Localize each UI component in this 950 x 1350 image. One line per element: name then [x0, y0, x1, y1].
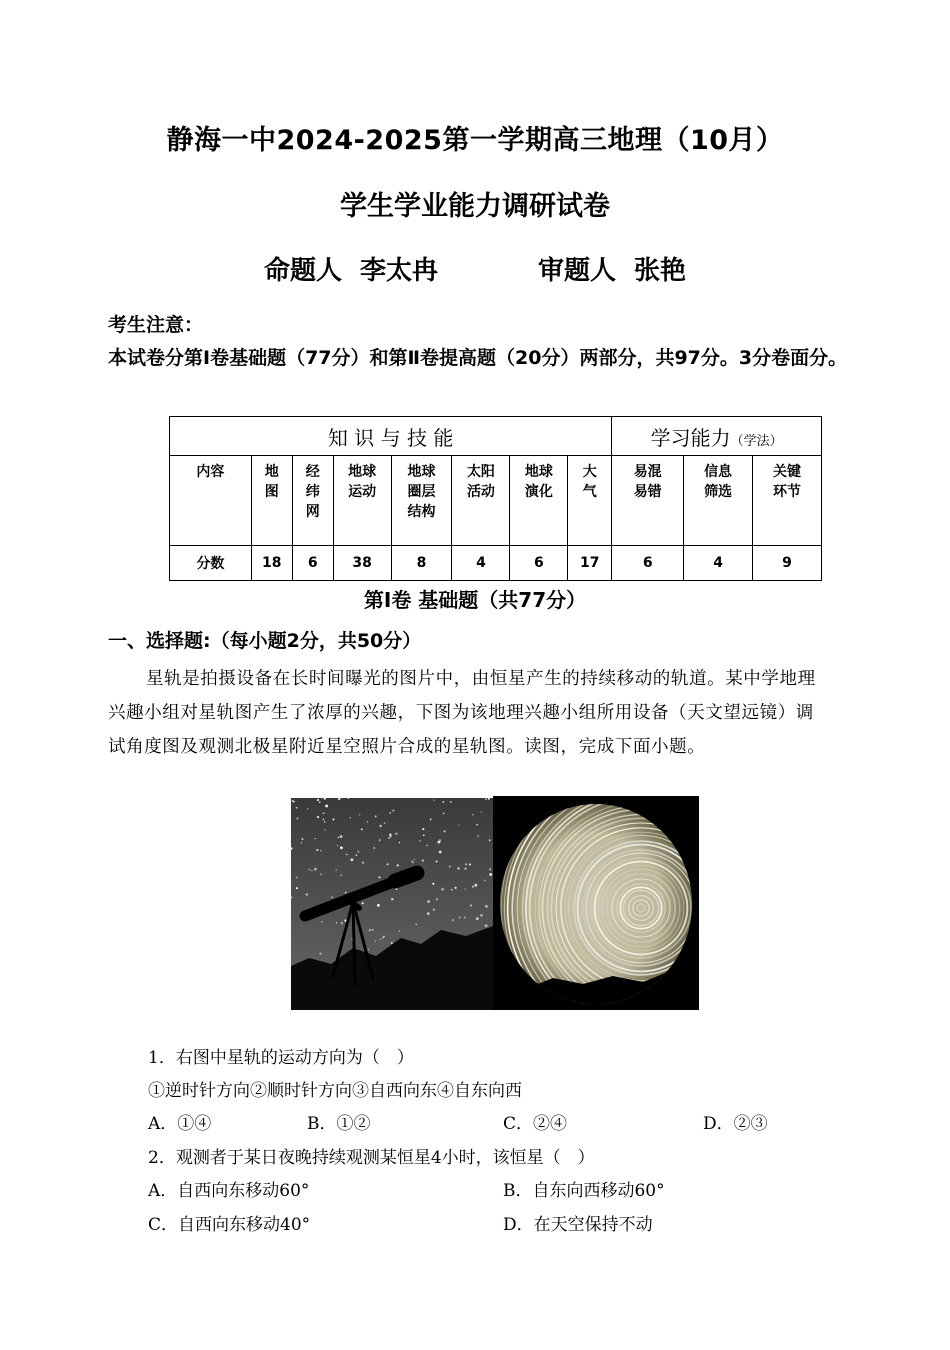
group-knowledge-skills: 知 识 与 技 能	[170, 417, 612, 456]
part-title: 第Ⅰ卷 基础题（共77分）	[363, 588, 587, 612]
reviewer-label: 审题人	[538, 256, 617, 286]
score-cell: 38	[333, 546, 391, 581]
question-2-option-b: B．自东向西移动60°	[503, 1181, 665, 1201]
question-2-stem: 2．观测者于某日夜晚持续观测某恒星4小时，该恒星（ ）	[148, 1148, 595, 1168]
item-cell: 关键环节	[753, 456, 822, 546]
score-cell: 8	[391, 546, 452, 581]
item-header: 内容	[170, 456, 252, 546]
notice-body: 本试卷分第Ⅰ卷基础题（77分）和第Ⅱ卷提高题（20分）两部分，共97分。3分卷面分。	[108, 347, 848, 369]
passage-intro: 星轨是拍摄设备在长时间曝光的图片中，由恒星产生的持续移动的轨道。某中学地理兴趣小组对星轨图产生了浓厚的兴趣，下图为该地理兴趣小组所用设备（天文望远镜）调试角度图及观测北极星附近星空照片合成的星轨图。读图，完成下面小题。	[108, 669, 816, 757]
score-cell: 6	[612, 546, 684, 581]
figure-photos	[291, 796, 699, 1010]
item-cell: 地球运动	[333, 456, 391, 546]
author-name: 李太冉	[359, 256, 438, 286]
question-1-stem: 1．右图中星轨的运动方向为（ ）	[148, 1048, 414, 1068]
score-cell: 4	[452, 546, 510, 581]
item-cell: 信息筛选	[684, 456, 753, 546]
group-learning-ability: 学习能力（学法）	[612, 417, 822, 456]
exam-subtitle: 学生学业能力调研试卷	[340, 191, 610, 222]
score-cell: 17	[568, 546, 612, 581]
score-cell: 4	[684, 546, 753, 581]
question-2-option-a: A．自西向东移动60°	[148, 1181, 310, 1201]
author-label: 命题人	[263, 256, 342, 286]
score-cell: 6	[510, 546, 568, 581]
question-group-title: 一、选择题:（每小题2分，共50分）	[108, 630, 422, 652]
question-2-option-d: D．在天空保持不动	[503, 1215, 653, 1235]
item-cell: 太阳活动	[452, 456, 510, 546]
reviewer-name: 张艳	[634, 256, 687, 286]
score-header: 分数	[170, 546, 252, 581]
authors-line	[0, 250, 950, 287]
exam-title: 静海一中2024-2025第一学期高三地理（10月）	[166, 125, 784, 156]
item-cell: 地球演化	[510, 456, 568, 546]
notice-heading: 考生注意：	[108, 314, 204, 336]
item-cell: 地球圈层结构	[391, 456, 452, 546]
item-cell: 大气	[568, 456, 612, 546]
question-1-option-a: A．①④	[148, 1114, 212, 1134]
score-cell: 18	[251, 546, 292, 581]
item-cell: 经纬网	[292, 456, 333, 546]
telescope-photo	[291, 798, 493, 1010]
score-table	[169, 416, 822, 581]
star-trail-photo	[493, 796, 699, 1010]
question-1-option-b: B．①②	[307, 1114, 371, 1134]
question-1-option-c: C．②④	[503, 1114, 568, 1134]
question-1-option-d: D．②③	[703, 1114, 768, 1134]
question-1-statements: ①逆时针方向②顺时针方向③自西向东④自东向西	[148, 1081, 522, 1101]
score-cell: 9	[753, 546, 822, 581]
question-2-option-c: C．自西向东移动40°	[148, 1215, 311, 1235]
item-cell: 易混易错	[612, 456, 684, 546]
item-cell: 地图	[251, 456, 292, 546]
score-cell: 6	[292, 546, 333, 581]
